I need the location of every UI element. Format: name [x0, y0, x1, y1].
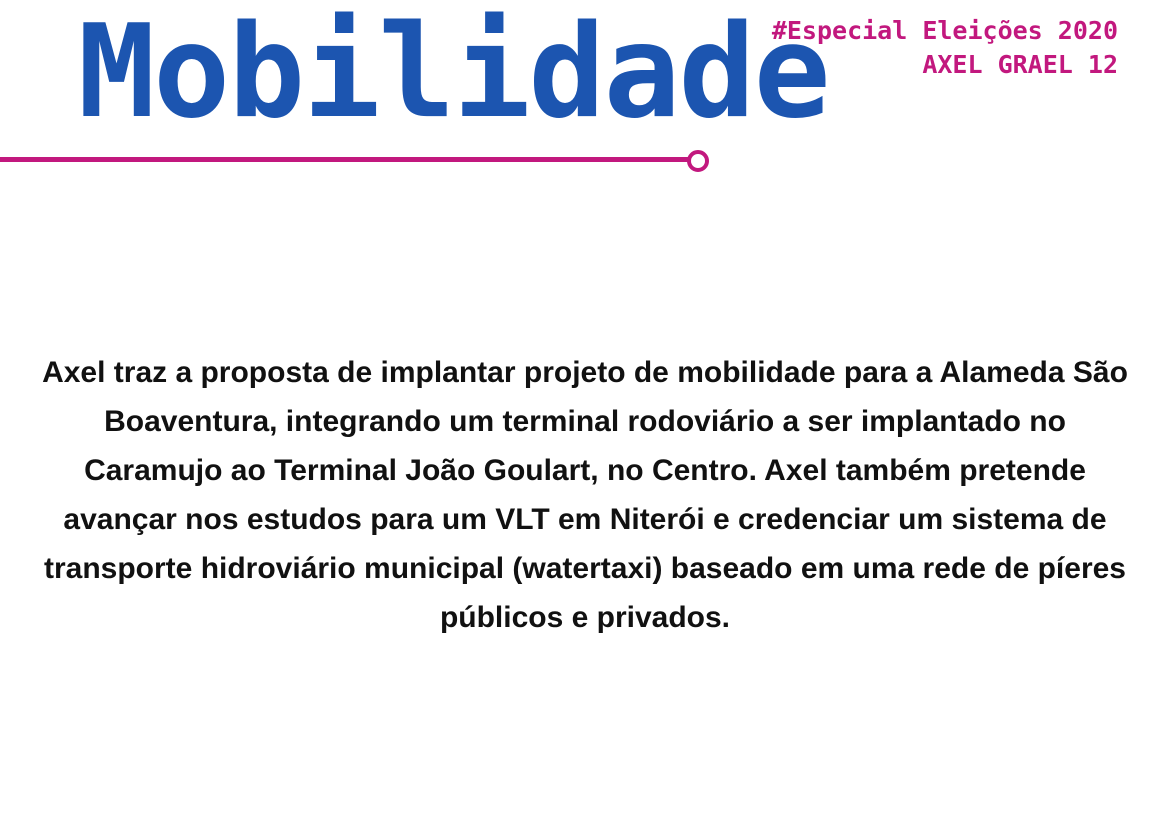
rule-line: [0, 157, 692, 162]
tagline-candidate: AXEL GRAEL 12: [922, 49, 1118, 79]
page-title: Mobilidade: [78, 0, 829, 147]
campaign-tagline: [772, 14, 1118, 82]
title-underline-rule: [0, 150, 720, 172]
body-paragraph: Axel traz a proposta de implantar projeto de mobilidade para a Alameda São Boaventura, integrando um terminal rodoviário a ser implantado no Caramujo ao Terminal João Goulart, no Centro. Axel também pretende avançar nos estudos para um VLT em Niterói e credenciar um sistema de transporte hidroviário municipal (watertaxi) baseado em uma rede de píeres públicos e privados.: [42, 356, 1128, 634]
tagline-hashtag: #Especial Eleições 2020: [771, 16, 1118, 45]
circle-endpoint-icon: [687, 150, 709, 172]
